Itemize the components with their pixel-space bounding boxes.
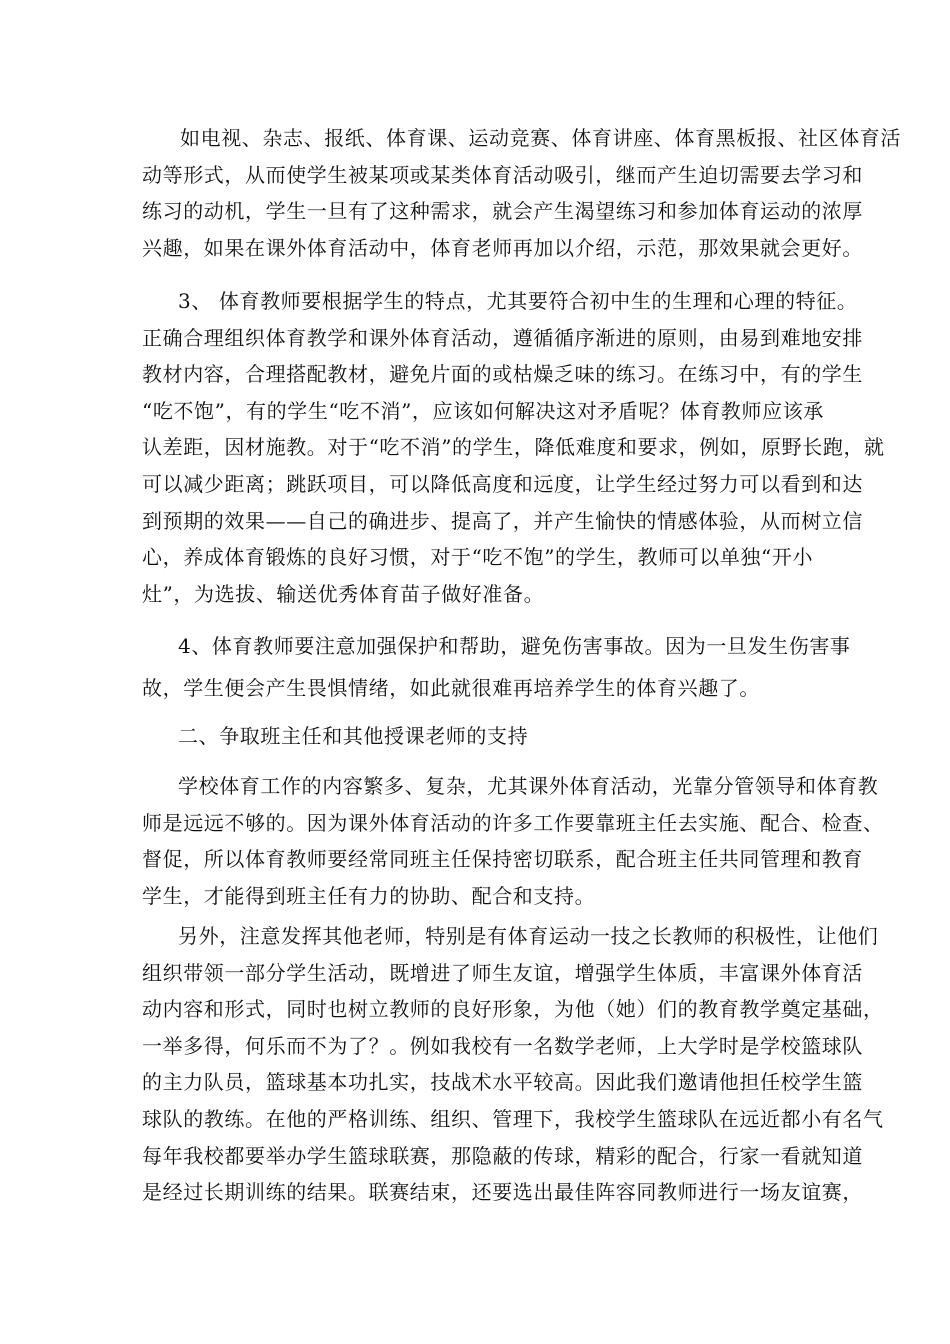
text-line: 4、体育教师要注意加强保护和帮助，避免伤害事故。因为一旦发生伤害事 [178, 634, 851, 658]
text-line: 学校体育工作的内容繁多、复杂，尤其课外体育活动，光靠分管领导和体育教 [178, 774, 879, 798]
text-line: 学生，才能得到班主任有力的协助、配合和支持。 [142, 883, 596, 908]
text-line: 心，养成体育锻炼的良好习惯，对于“吃不饱”的学生，教师可以单独“开小 [142, 545, 814, 570]
text-line: 正确合理组织体育教学和课外体育活动，遵循循序渐进的原则，由易到难地安排 [142, 325, 863, 350]
text-line: 师是远远不够的。因为课外体育活动的许多工作要靠班主任去实施、配合、检查、 [142, 810, 884, 835]
text-line: 3、 体育教师要根据学生的特点，尤其要符合初中生的生理和心理的特征。 [178, 289, 858, 313]
text-line: 每年我校都要举办学生篮球联赛，那隐蔽的传球，精彩的配合，行家一看就知道 [142, 1143, 863, 1168]
text-line: 组织带领一部分学生活动，既增进了师生友谊，增强学生体质，丰富课外体育活 [142, 960, 863, 985]
text-line: 督促，所以体育教师要经常同班主任保持密切联系，配合班主任共同管理和教育 [142, 847, 863, 872]
paragraph-5 [142, 768, 884, 914]
text-line: 动内容和形式，同时也树立教师的良好形象，为他（她）们的教育教学奠定基础， [142, 997, 884, 1022]
text-line: 教材内容，合理搭配教材，避免片面的或枯燥乏味的练习。在练习中，有的学生 [142, 362, 863, 387]
paragraph-1 [142, 120, 901, 266]
text-line: 灶”，为选拔、输送优秀体育苗子做好准备。 [142, 581, 545, 606]
paragraph-2 [142, 283, 885, 612]
text-line: 兴趣，如果在课外体育活动中，体育老师再加以介绍，示范，那效果就会更好。 [142, 235, 863, 260]
text-line: 故，学生便会产生畏惧情绪，如此就很难再培养学生的体育兴趣了。 [142, 676, 760, 700]
text-line: 认差距，因材施教。对于“吃不消”的学生，降低难度和要求，例如，原野长跑，就 [142, 435, 885, 460]
text-line: 是经过长期训练的结果。联赛结束，还要选出最佳阵容同教师进行一场友谊赛， [142, 1180, 863, 1205]
text-line: 到预期的效果——自己的确进步、提高了，并产生愉快的情感体验，从而树立信 [142, 508, 863, 533]
text-line: 如电视、杂志、报纸、体育课、运动竞赛、体育讲座、体育黑板报、社区体育活 [180, 126, 901, 150]
text-line: 二、争取班主任和其他授课老师的支持 [178, 724, 529, 748]
text-line: 可以减少距离；跳跃项目，可以降低高度和远度，让学生经过努力可以看到和达 [142, 471, 863, 496]
paragraph-3 [142, 625, 851, 709]
paragraph-6 [142, 918, 884, 1211]
text-line: 的主力队员，篮球基本功扎实，技战术水平较高。因此我们邀请他担任校学生篮 [142, 1070, 863, 1095]
text-line: 动等形式，从而使学生被某项或某类体育活动吸引，继而产生迫切需要去学习和 [142, 162, 863, 187]
text-line: 练习的动机，学生一旦有了这种需求，就会产生渴望练习和参加体育运动的浓厚 [142, 199, 863, 224]
text-line: “吃不饱”，有的学生“吃不消”，应该如何解决这对矛盾呢？体育教师应该承 [142, 398, 824, 423]
text-line: 球队的教练。在他的严格训练、组织、管理下，我校学生篮球队在远近都小有名气 [142, 1106, 884, 1131]
text-line: 另外，注意发挥其他老师，特别是有体育运动一技之长教师的积极性，让他们 [178, 924, 879, 948]
section-heading [142, 718, 814, 755]
text-line: 一举多得，何乐而不为了？。例如我校有一名数学老师，上大学时是学校篮球队 [142, 1033, 863, 1058]
